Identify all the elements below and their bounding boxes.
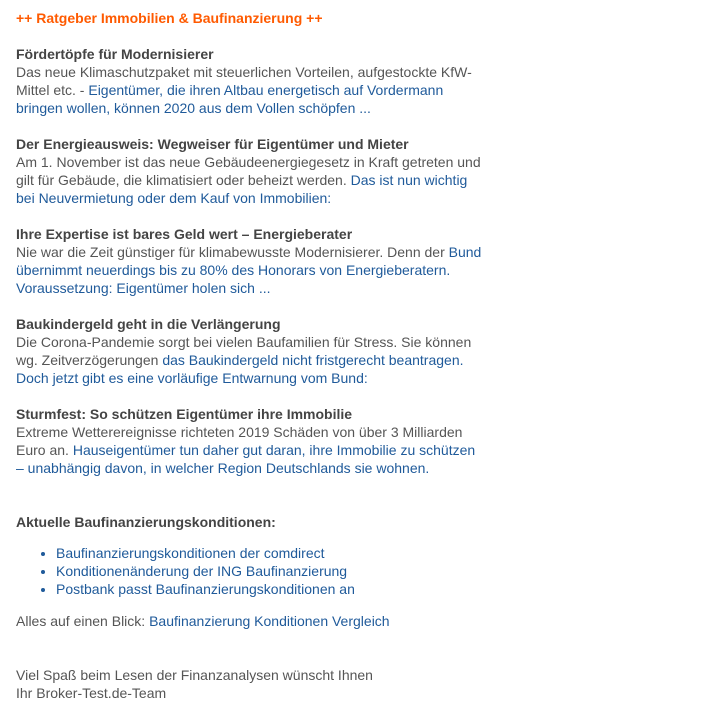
list-item: [56, 580, 496, 598]
article-teaser: Nie war die Zeit günstiger für klimabewusste Modernisierer. Denn der: [16, 244, 449, 260]
article-title: Der Energieausweis: Wegweiser für Eigentümer und Mieter: [16, 136, 409, 152]
closing-greeting: Viel Spaß beim Lesen der Finanzanalysen wünscht Ihnen: [16, 667, 373, 683]
article-sturmfest: [16, 405, 486, 477]
list-item: [56, 562, 496, 580]
newsletter-header: ++ Ratgeber Immobilien & Baufinanzierung ++: [16, 10, 323, 26]
article-foerdertoepfe: [16, 45, 486, 117]
list-item: [56, 544, 496, 562]
article-baukindergeld: [16, 315, 486, 387]
overview-label: Alles auf einen Blick:: [16, 613, 150, 629]
article-teaser: Extreme Wetterereignisse richteten 2019 Schäden von über 3 Milliarden Euro an.: [16, 424, 463, 458]
article-energieberater: [16, 225, 486, 297]
overview-link[interactable]: Baufinanzierung Konditionen Vergleich: [149, 613, 390, 629]
article-teaser: Am 1. November ist das neue Gebäudeenergiegesetz in Kraft getreten und gilt für Gebäude, die klimatisiert oder beheizt werden.: [16, 154, 481, 188]
article-link[interactable]: Hauseigentümer tun daher gut daran, ihre Immobilie zu schützen – unabhängig davon, in welcher Region Deutschlands sie wohnen.: [16, 442, 476, 476]
article-energieausweis: [16, 135, 486, 207]
article-link[interactable]: Das ist nun wichtig bei Neuvermietung oder dem Kauf von Immobilien:: [16, 172, 468, 206]
article-teaser: Das neue Klimaschutzpaket mit steuerlichen Vorteilen, aufgestockte KfW-Mittel etc. -: [16, 64, 472, 98]
conditions-link-comdirect[interactable]: Baufinanzierungskonditionen der comdirect: [56, 545, 325, 561]
article-link[interactable]: Bund übernimmt neuerdings bis zu 80% des Honorars von Energieberatern. Voraussetzung: Eigentümer holen sich ...: [16, 244, 482, 296]
conditions-link-postbank[interactable]: Postbank passt Baufinanzierungskonditionen an: [56, 581, 355, 597]
article-teaser: Die Corona-Pandemie sorgt bei vielen Baufamilien für Stress. Sie können wg. Zeitverzögerungen: [16, 334, 472, 368]
article-link[interactable]: das Baukindergeld nicht fristgerecht beantragen. Doch jetzt gibt es eine vorläufige Entwarnung vom Bund:: [16, 352, 464, 386]
article-title: Ihre Expertise ist bares Geld wert – Energieberater: [16, 226, 353, 242]
conditions-link-ing[interactable]: Konditionenänderung der ING Baufinanzierung: [56, 563, 348, 579]
conditions-title: Aktuelle Baufinanzierungskonditionen:: [16, 514, 276, 530]
article-link[interactable]: Eigentümer, die ihren Altbau energetisch auf Vordermann bringen wollen, können 2020 aus dem Vollen schöpfen ...: [16, 82, 444, 116]
article-title: Sturmfest: So schützen Eigentümer ihre Immobilie: [16, 406, 353, 422]
overview-line: [16, 612, 390, 630]
article-title: Fördertöpfe für Modernisierer: [16, 46, 214, 62]
conditions-list: [16, 544, 496, 598]
article-title: Baukindergeld geht in die Verlängerung: [16, 316, 281, 332]
closing-text: [16, 666, 373, 702]
closing-signature: Ihr Broker-Test.de-Team: [16, 685, 167, 701]
